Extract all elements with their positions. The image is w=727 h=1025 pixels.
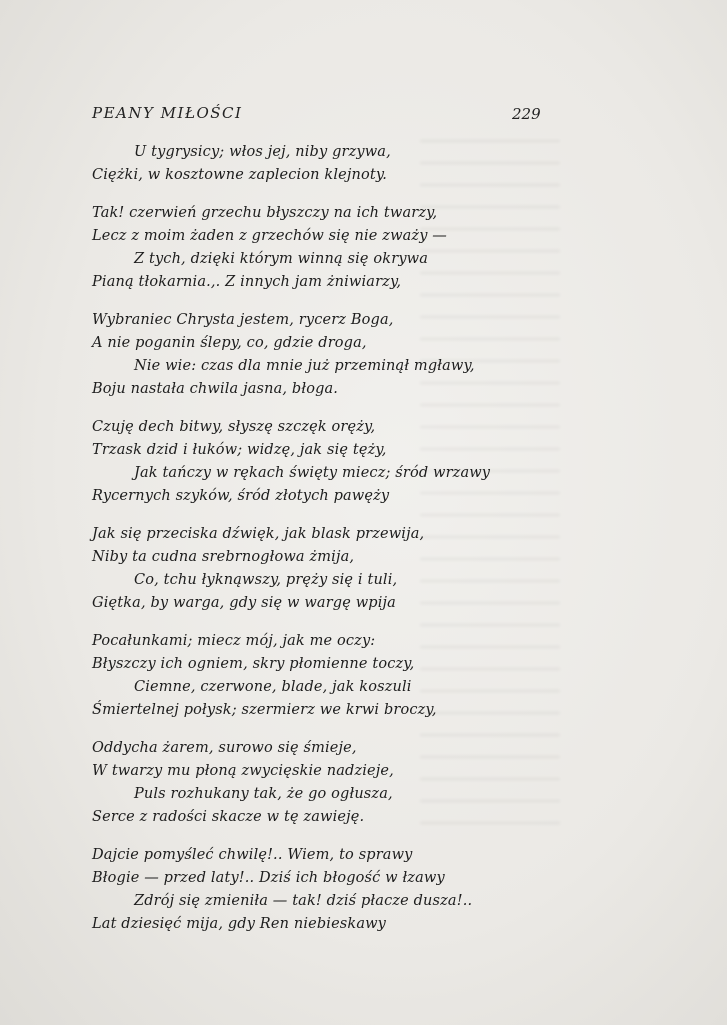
poem-line: Błogie — przed laty!.. Dziś ich błogość w łzawy [92,870,445,886]
poem-line: Boju nastała chwila jasna, błoga. [92,381,339,397]
poem-line: Niby ta cudna srebrnogłowa żmija, [92,549,355,565]
stanza [92,737,532,829]
poem-line: Ciemne, czerwone, blade, jak koszuli [134,679,412,695]
stanza [92,141,532,187]
poem-line: Lat dziesięć mija, gdy Ren niebieskawy [92,916,387,932]
stanza [92,202,532,294]
poem-line: Puls rozhukany tak, że go ogłusza, [134,786,393,802]
poem-line: Wybraniec Chrysta jestem, rycerz Boga, [92,312,394,328]
poem-line: Śmiertelnej połysk; szermierz we krwi broczy, [92,702,437,718]
stanza [92,523,532,615]
poem-line: Giętka, by warga, gdy się w wargę wpija [92,595,396,611]
poem-line: Oddycha żarem, surowo się śmieje, [92,740,357,756]
stanza [92,309,532,401]
poem-line: A nie poganin ślepy, co, gdzie droga, [92,335,367,351]
poem-line: Jak tańczy w rękach święty miecz; śród wrzawy [134,465,491,481]
poem-line: Zdrój się zmieniła — tak! dziś płacze dusza!.. [134,893,473,909]
poem-line: W twarzy mu płoną zwycięskie nadzieje, [92,763,394,779]
poem-line: Co, tchu łyknąwszy, pręży się i tuli, [134,572,398,588]
poem-line: Lecz z moim żaden z grzechów się nie zważy — [92,228,447,244]
poem-line: Jak się przeciska dźwięk, jak blask przewija, [92,526,425,542]
stanza [92,416,532,508]
page-number: 229 [512,105,541,123]
poem-line: Pianą tłokarnia.,. Z innych jam żniwiarzy, [92,274,402,290]
poem-line: Czuję dech bitwy, słyszę szczęk oręży, [92,419,376,435]
stanza [92,630,532,722]
running-title: PEANY MIŁOŚCI [92,104,243,122]
poem-body [92,141,532,951]
poem-line: Pocałunkami; miecz mój, jak me oczy: [92,633,376,649]
poem-line: Rycernych szyków, śród złotych pawęży [92,488,390,504]
poem-line: Serce z radości skacze w tę zawieję. [92,809,365,825]
poem-line: Tak! czerwień grzechu błyszczy na ich twarzy, [92,205,438,221]
stanza [92,844,532,936]
poem-line: U tygrysicy; włos jej, niby grzywa, [134,144,391,160]
poem-line: Błyszczy ich ogniem, skry płomienne toczy, [92,656,415,672]
poem-line: Dajcie pomyśleć chwilę!.. Wiem, to sprawy [92,847,413,863]
poem-line: Z tych, dzięki którym winną się okrywa [134,251,429,267]
poem-line: Trzask dzid i łuków; widzę, jak się tęży, [92,442,387,458]
poem-line: Nie wie: czas dla mnie już przeminął mgławy, [134,358,475,374]
poem-line: Ciężki, w kosztowne zaplecion klejnoty. [92,167,388,183]
